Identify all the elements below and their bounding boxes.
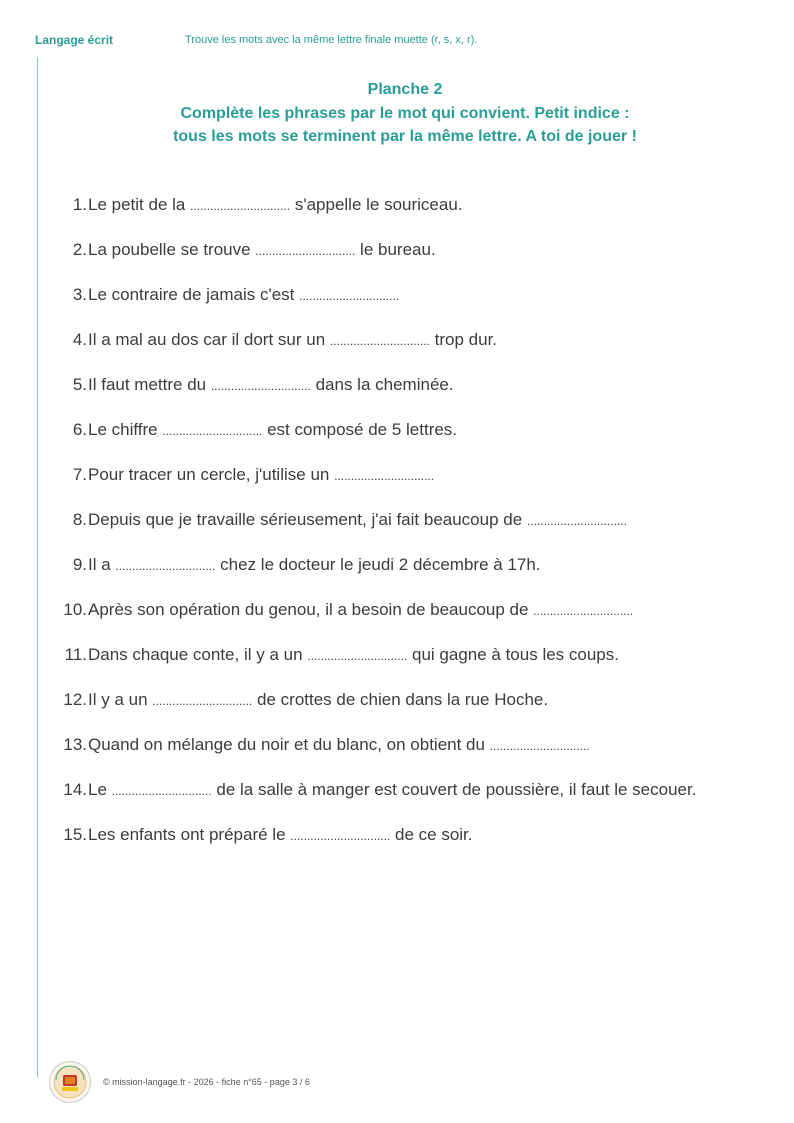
item-number: 13. — [63, 735, 87, 754]
item-number: 3. — [72, 285, 87, 304]
item-number: 5. — [72, 375, 87, 394]
heading-line-3: tous les mots se terminent par la même lettre. A toi de jouer ! — [173, 128, 637, 145]
item-number: 1. — [72, 195, 87, 214]
answer-blank[interactable]: .............................. — [115, 559, 216, 573]
sentence-text — [87, 588, 776, 633]
sentence-before: Le contraire de jamais c'est — [88, 285, 300, 304]
sentence-before: Quand on mélange du noir et du blanc, on obtient du — [88, 735, 490, 754]
sentence-text — [87, 678, 776, 723]
answer-blank[interactable]: .............................. — [162, 424, 263, 438]
sentence-after: trop dur. — [429, 330, 498, 349]
sentence-item — [56, 678, 776, 723]
item-number: 9. — [72, 555, 87, 574]
sentence-before: La poubelle se trouve — [88, 240, 256, 259]
sentence-item — [56, 543, 776, 588]
sentence-text — [87, 453, 776, 498]
sentence-text — [87, 183, 776, 228]
sentence-after: dans la cheminée. — [310, 375, 454, 394]
sentence-before: Dans chaque conte, il y a un — [88, 645, 308, 664]
sentence-before: Il faut mettre du — [88, 375, 211, 394]
answer-blank[interactable]: .............................. — [334, 469, 435, 483]
sentence-item — [56, 723, 776, 768]
sentence-after: qui gagne à tous les coups. — [407, 645, 619, 664]
answer-blank[interactable]: .............................. — [255, 244, 356, 258]
answer-blank[interactable]: .............................. — [526, 514, 627, 528]
sentence-item — [56, 813, 776, 858]
sentence-item — [56, 273, 776, 318]
exercise-heading — [60, 78, 750, 149]
footer-copyright: © mission-langage.fr - 2026 - fiche n°65 - page 3 / 6 — [103, 1077, 310, 1087]
answer-blank[interactable]: .............................. — [489, 739, 590, 753]
sentence-before: Il a — [88, 555, 116, 574]
category-label: Langage écrit — [35, 33, 114, 47]
sentence-text — [87, 363, 776, 408]
sentence-before: Depuis que je travaille sérieusement, j'ai fait beaucoup de — [88, 510, 527, 529]
sentence-text — [87, 768, 776, 813]
item-number: 12. — [63, 690, 87, 709]
sentence-after: de ce soir. — [390, 825, 473, 844]
sentence-item — [56, 408, 776, 453]
answer-blank[interactable]: .............................. — [111, 784, 212, 798]
sentence-item — [56, 633, 776, 678]
mission-langage-logo — [48, 1060, 92, 1104]
sentence-text — [87, 813, 776, 858]
sentence-list — [56, 183, 776, 858]
sentence-before: Le chiffre — [88, 420, 163, 439]
item-number: 15. — [63, 825, 87, 844]
sentence-before: Pour tracer un cercle, j'utilise un — [88, 465, 335, 484]
sentence-after: de la salle à manger est couvert de poussière, il faut le secouer. — [211, 780, 697, 799]
sentence-text — [87, 318, 776, 363]
sentence-before: Après son opération du genou, il a besoin de beaucoup de — [88, 600, 534, 619]
item-number: 8. — [72, 510, 87, 529]
item-number: 10. — [63, 600, 87, 619]
sentence-before: Il a mal au dos car il dort sur un — [88, 330, 330, 349]
sentence-after: chez le docteur le jeudi 2 décembre à 17h. — [215, 555, 541, 574]
sentence-item — [56, 498, 776, 543]
sentence-item — [56, 183, 776, 228]
side-rule — [37, 57, 38, 1077]
sentence-before: Le — [88, 780, 112, 799]
sentence-before: Les enfants ont préparé le — [88, 825, 291, 844]
answer-blank[interactable]: .............................. — [533, 604, 634, 618]
sentence-text — [87, 498, 776, 543]
sentence-item — [56, 453, 776, 498]
answer-blank[interactable]: .............................. — [307, 649, 408, 663]
item-number: 11. — [64, 645, 87, 664]
sentence-text — [87, 273, 776, 318]
sentence-text — [87, 723, 776, 768]
sentence-item — [56, 768, 776, 813]
sentence-item — [56, 228, 776, 273]
heading-line-2: Complète les phrases par le mot qui convient. Petit indice : — [180, 104, 630, 122]
item-number: 2. — [72, 240, 87, 259]
item-number: 7. — [72, 465, 87, 484]
sentence-after: s'appelle le souriceau. — [290, 195, 463, 214]
sentence-before: Il y a un — [88, 690, 153, 709]
sentence-text — [87, 543, 776, 588]
answer-blank[interactable]: .............................. — [299, 289, 400, 303]
answer-blank[interactable]: .............................. — [329, 334, 430, 348]
answer-blank[interactable]: .............................. — [290, 829, 391, 843]
sentence-text — [87, 228, 776, 273]
sentence-after: le bureau. — [355, 240, 436, 259]
item-number: 4. — [72, 330, 87, 349]
answer-blank[interactable]: .............................. — [210, 379, 311, 393]
header-subtitle: Trouve les mots avec la même lettre finale muette (r, s, x, r). — [185, 34, 478, 46]
sentence-item — [56, 363, 776, 408]
answer-blank[interactable]: .............................. — [152, 694, 253, 708]
sentence-after: de crottes de chien dans la rue Hoche. — [252, 690, 549, 709]
answer-blank[interactable]: .............................. — [190, 199, 291, 213]
sentence-text — [87, 408, 776, 453]
item-number: 14. — [63, 780, 87, 799]
sentence-item — [56, 588, 776, 633]
sentence-item — [56, 318, 776, 363]
item-number: 6. — [72, 420, 87, 439]
sentence-text — [87, 633, 776, 678]
sentence-after: est composé de 5 lettres. — [262, 420, 458, 439]
sentence-before: Le petit de la — [88, 195, 191, 214]
heading-line-1: Planche 2 — [367, 81, 443, 98]
